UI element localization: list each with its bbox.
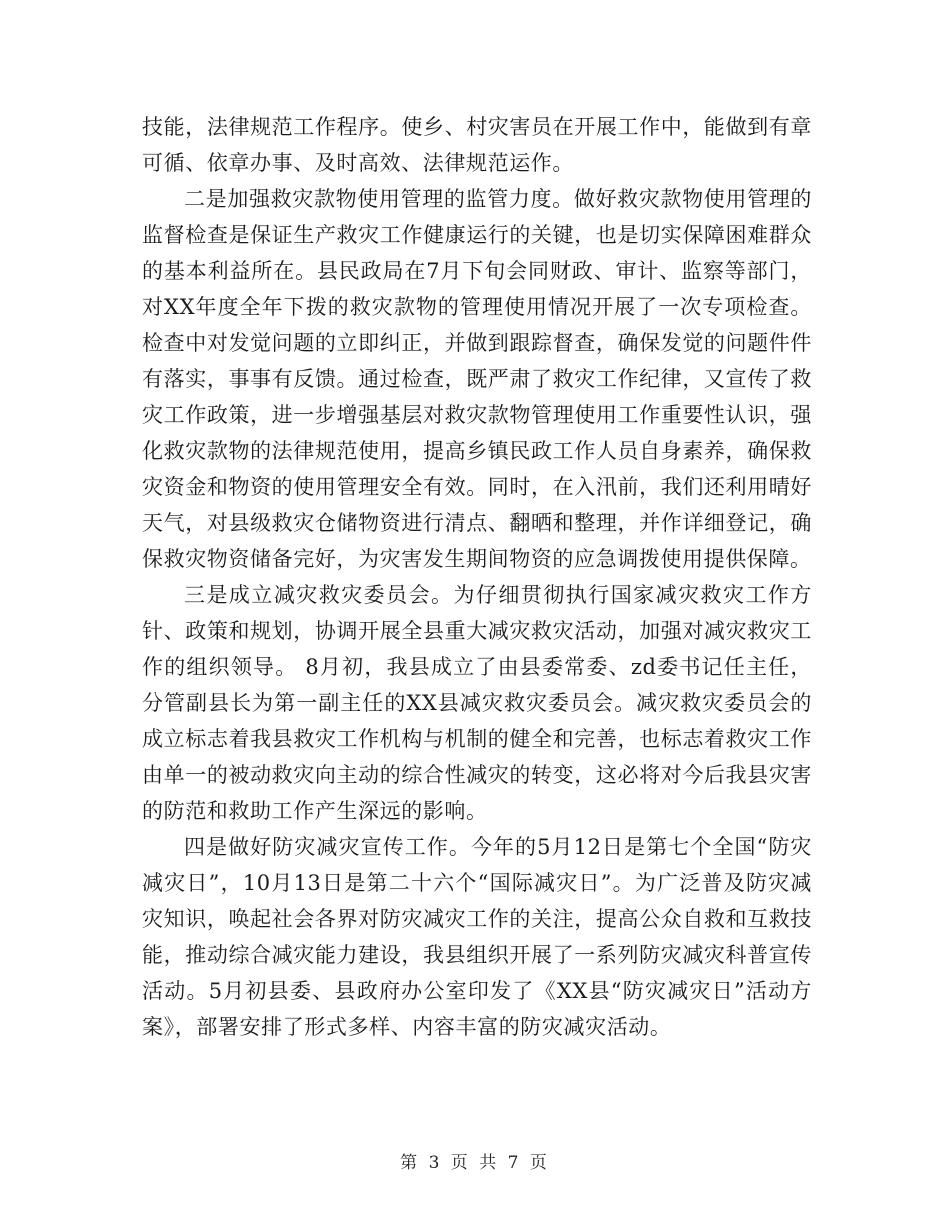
paragraph-committee: 三是成立减灾救灾委员会。为仔细贯彻执行国家减灾救灾工作方针、政策和规划，协调开展全县重大减灾救灾活动，加强对减灾救灾工作的组织领导。 8月初，我县成立了由县委常委、zd委书记任主任，分管副县长为第一副主任的XX县减灾救灾委员会。减灾救灾委员会的成立标志着我县救灾工作机构与机制的健全和完善，也标志着救灾工作由单一的被动救灾向主动的综合性减灾的转变，这必将对今后我县灾害的防范和救助工作产生深远的影响。 [142, 583, 812, 823]
paragraph-continued: 技能，法律规范工作程序。使乡、村灾害员在开展工作中，能做到有章可循、依章办事、及时高效、法律规范运作。 [142, 115, 812, 175]
paragraph-publicity: 四是做好防灾减灾宣传工作。今年的5月12日是第七个全国“防灾减灾日”，10月13日是第二十六个“国际减灾日”。为广泛普及防灾减灾知识，唤起社会各界对防灾减灾工作的关注，提高公众自救和互救技能，推动综合减灾能力建设，我县组织开展了一系列防灾减灾科普宣传活动。5月初县委、县政府办公室印发了《XX县“防灾减灾日”活动方案》，部署安排了形式多样、内容丰富的防灾减灾活动。 [142, 835, 812, 1039]
document-body [142, 109, 812, 1045]
page-number-footer: 第 3 页 共 7 页 [400, 1153, 550, 1173]
paragraph-relief-supervision: 二是加强救灾款物使用管理的监管力度。做好救灾款物使用管理的监督检查是保证生产救灾工作健康运行的关键，也是切实保障困难群众的基本利益所在。县民政局在7月下旬会同财政、审计、监察等部门，对XX年度全年下拨的救灾款物的管理使用情况开展了一次专项检查。检查中对发觉问题的立即纠正，并做到跟踪督查，确保发觉的问题件件有落实，事事有反馈。通过检查，既严肃了救灾工作纪律，又宣传了救灾工作政策，进一步增强基层对救灾款物管理使用工作重要性认识，强化救灾款物的法律规范使用，提高乡镇民政工作人员自身素养，确保救灾资金和物资的使用管理安全有效。同时，在入汛前，我们还利用晴好天气，对县级救灾仓储物资进行清点、翻晒和整理，并作详细登记，确保救灾物资储备完好，为灾害发生期间物资的应急调拨使用提供保障。 [142, 187, 812, 571]
